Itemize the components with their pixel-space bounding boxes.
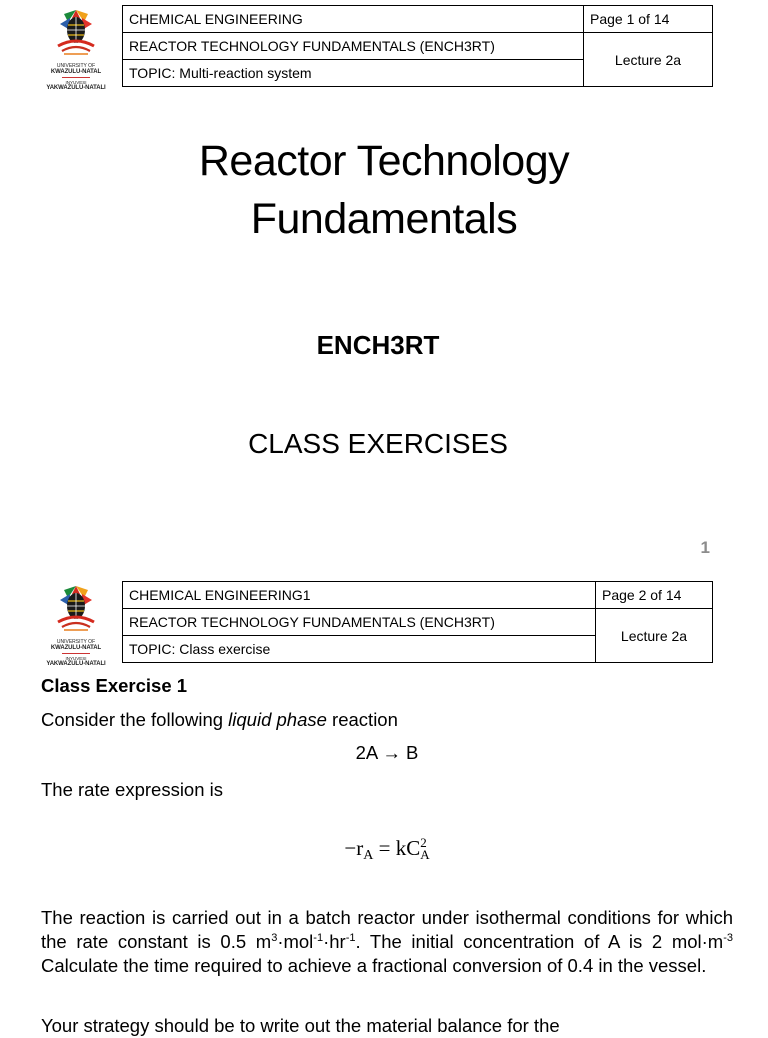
intro-italic: liquid phase (228, 709, 327, 730)
reaction-equation: 2A → B (355, 742, 419, 763)
slide-number: 1 (700, 538, 710, 557)
problem-sup-4: -3 (723, 931, 733, 944)
header-topic: TOPIC: Class exercise (123, 636, 596, 663)
problem-sup-1: 3 (271, 931, 278, 944)
logo-line-yakwazulu-natali: YAKWAZULU-NATALI (46, 85, 106, 91)
logo-line-kwazulu-natal: KWAZULU-NATAL (50, 69, 102, 75)
header-table (122, 5, 713, 87)
ukzn-shield-icon (38, 6, 114, 62)
problem-sup-3: -1 (345, 931, 356, 944)
header-page: Page 1 of 14 (584, 6, 713, 33)
problem-sup-2: -1 (313, 931, 324, 944)
problem-text-1: The reaction is carried out in a batch reactor under isothermal conditions for which the rate constant is 0.5 m (41, 907, 733, 952)
header-course: REACTOR TECHNOLOGY FUNDAMENTALS (ENCH3RT) (123, 33, 584, 60)
logo-line-yakwazulu-natali: YAKWAZULU-NATALI (46, 661, 106, 667)
rate-intro: The rate expression is (41, 779, 224, 800)
logo-divider (62, 77, 90, 78)
title-line-1: Reactor Technology (198, 137, 570, 185)
eq-rhs: kC (395, 836, 421, 860)
intro-text (41, 708, 733, 732)
eq-rhs-subscript: A (420, 847, 430, 862)
eq-rhs-superscript: 2 (420, 835, 427, 850)
header-lecture: Lecture 2a (596, 609, 713, 663)
ukzn-logo (38, 6, 114, 98)
problem-text-4: . The initial concentration of A is 2 mol·m (355, 931, 724, 952)
logo-line-inyuvesi: INYUVESI (65, 656, 87, 661)
header-course: REACTOR TECHNOLOGY FUNDAMENTALS (ENCH3RT) (123, 609, 596, 636)
ukzn-logo (38, 582, 114, 674)
logo-divider (62, 653, 90, 654)
header-page: Page 2 of 14 (596, 582, 713, 609)
eq-rhs-scripts (420, 837, 429, 861)
problem-text-2: ·mol (277, 931, 314, 952)
problem-text-3: ·hr (323, 931, 346, 952)
problem-statement (41, 906, 733, 978)
slide-2 (0, 578, 768, 1036)
eq-lhs: −r (344, 836, 364, 860)
logo-line-university-of: UNIVERSITY OF (56, 63, 96, 69)
intro-before: Consider the following (41, 709, 229, 730)
logo-line-kwazulu-natal: KWAZULU-NATAL (50, 645, 102, 651)
title-line-2: Fundamentals (250, 195, 518, 243)
eq-lhs-subscript: A (363, 848, 374, 863)
header-table (122, 581, 713, 663)
logo-line-inyuvesi: INYUVESI (65, 80, 87, 85)
eq-equals: = (373, 836, 396, 860)
problem-text-5: Calculate the time required to achieve a fractional conversion of 0.4 in the vessel. (41, 955, 707, 976)
header-lecture: Lecture 2a (584, 33, 713, 87)
rate-expression (0, 836, 768, 864)
header-dept: CHEMICAL ENGINEERING (123, 6, 584, 33)
slide-subtitle: CLASS EXERCISES (248, 428, 508, 459)
intro-after: reaction (326, 709, 398, 730)
header-topic: TOPIC: Multi-reaction system (123, 60, 584, 87)
slide-title (0, 132, 768, 248)
header-dept: CHEMICAL ENGINEERING1 (123, 582, 596, 609)
ukzn-shield-icon (38, 582, 114, 638)
exercise-title: Class Exercise 1 (41, 675, 188, 696)
strategy-text: Your strategy should be to write out the material balance for the (41, 1015, 560, 1036)
course-code: ENCH3RT (316, 330, 440, 360)
logo-line-university-of: UNIVERSITY OF (56, 639, 96, 645)
